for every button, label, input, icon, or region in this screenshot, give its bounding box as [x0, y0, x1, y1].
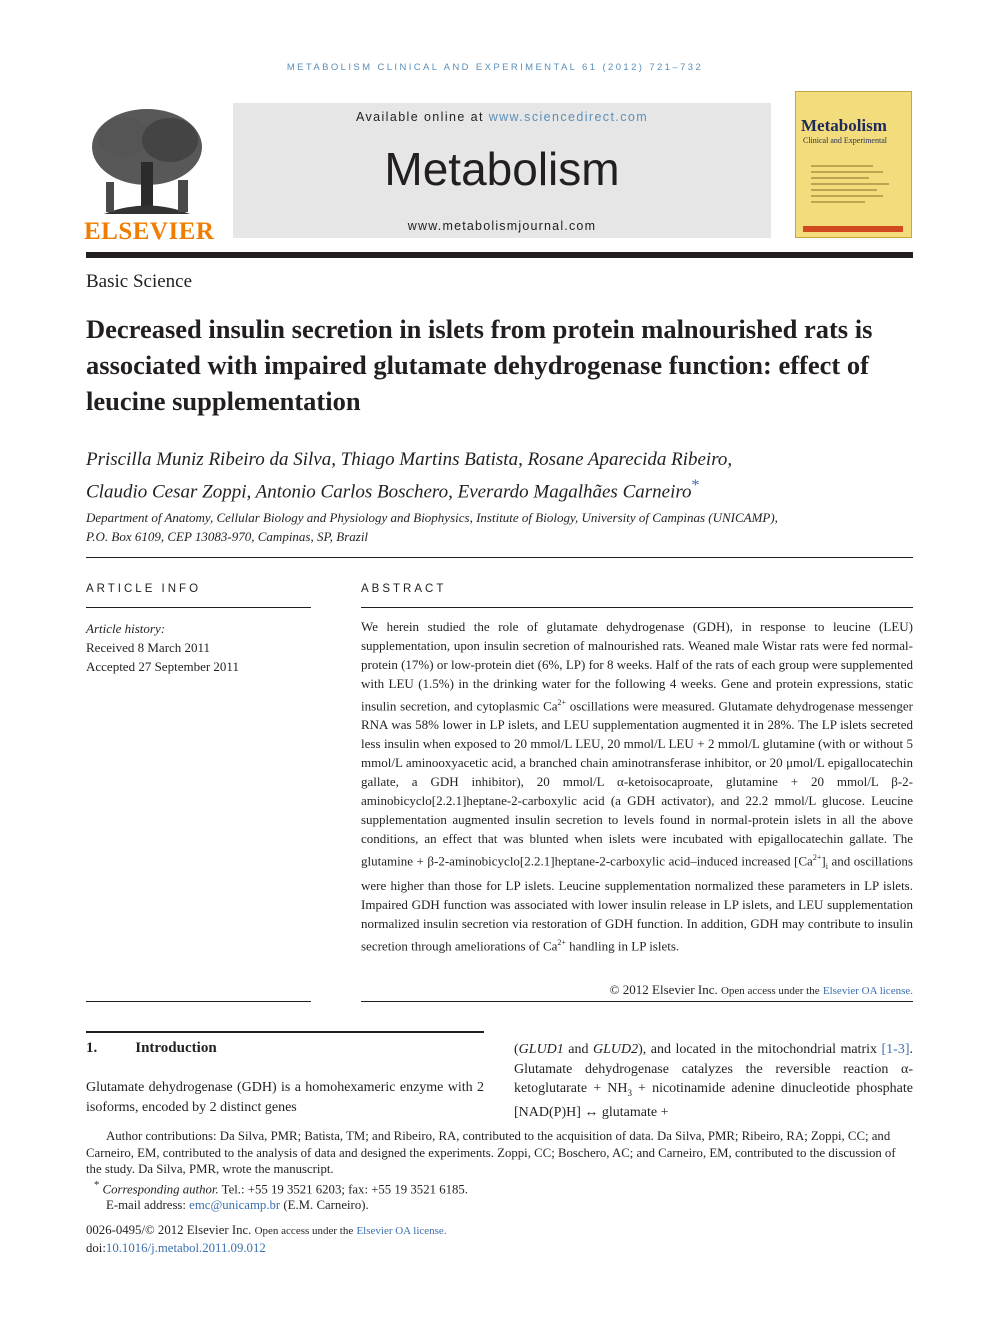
- intro-heading: [86, 1040, 217, 1057]
- divider: [361, 607, 913, 608]
- divider: [361, 1001, 913, 1002]
- sciencedirect-link[interactable]: www.sciencedirect.com: [488, 110, 649, 124]
- citation-link[interactable]: [1-3]: [881, 1042, 910, 1057]
- authors-line-2: Claudio Cesar Zoppi, Antonio Carlos Boschero, Everardo Magalhães Carneiro: [86, 481, 692, 503]
- cover-title: Metabolism: [801, 116, 887, 135]
- available-prefix: Available online at: [355, 110, 484, 124]
- divider: [86, 557, 913, 558]
- header-rule: [86, 252, 913, 258]
- received-date: Received 8 March 2011: [86, 640, 211, 655]
- email-link[interactable]: emc@unicamp.br: [189, 1198, 281, 1213]
- affiliation-line-1: Department of Anatomy, Cellular Biology and Physiology and Biophysics, Institute of Biology, University of Campinas (UNICAMP),: [86, 510, 778, 525]
- divider: [86, 1001, 311, 1002]
- affiliation: [86, 508, 916, 546]
- author-contributions: Author contributions: Da Silva, PMR; Batista, TM; and Ribeiro, RA, contributed to the acquisition of data. Da Silva, PMR; Ribeiro, RA; Zoppi, CC; and Carneiro, EM, contributed to the analysis of data and designed the experiments. Zoppi, CC; Boschero, AC; and Carneiro, EM, contributed to the discussion of the study. Da Silva, PMR, wrote the manuscript.: [86, 1129, 896, 1176]
- intro-number: 1.: [86, 1040, 98, 1056]
- divider: [86, 607, 311, 608]
- corresponding-label: Corresponding author.: [102, 1181, 219, 1196]
- authors-line-1: Priscilla Muniz Ribeiro da Silva, Thiago Martins Batista, Rosane Aparecida Ribeiro,: [86, 449, 733, 470]
- running-header: METABOLISM CLINICAL AND EXPERIMENTAL 61 (2012) 721–732: [286, 62, 704, 73]
- footnotes: Author contributions: Da Silva, PMR; Batista, TM; and Ribeiro, RA, contributed to the acquisition of data. Da Silva, PMR; Ribeiro, RA; Zoppi, CC; and Carneiro, EM, contributed to the analysis of data and designed the experiments. Zoppi, CC; Boschero, AC; and Carneiro, EM, contributed to the discussion of the study. Da Silva, PMR, wrote the manuscript. * Corresponding author. Tel.: +55 19 3521 6203; fax: +55 19 3521 6185. E-mail address: emc@unicamp.br (E.M. Carneiro).: [86, 1128, 913, 1214]
- abstract-heading: ABSTRACT: [361, 583, 447, 595]
- available-online-line: [233, 110, 771, 124]
- intro-column-2: (GLUD1 and GLUD2), and located in the mitochondrial matrix [1-3]. Glutamate dehydrogenase catalyzes the reversible reaction α-ketoglutarate + $NH_3$ + nicotinamide adenine dinucleotide phosphate [NAD(P)H] ↔ glutamate +: [514, 1042, 914, 1121]
- article-info-heading: ARTICLE INFO: [86, 583, 202, 595]
- section-label: Basic Science: [86, 271, 193, 292]
- bottom-metadata: 0026-0495/© 2012 Elsevier Inc. Open access under the Elsevier OA license. doi:10.1016/j.metabol.2011.09.012: [86, 1223, 447, 1255]
- bottom-oa-license-link[interactable]: Elsevier OA license.: [356, 1225, 447, 1237]
- cover-decoration: [803, 160, 903, 232]
- abstract-text: We herein studied the role of glutamate dehydrogenase (GDH), in response to leucine (LEU) supplementation, upon insulin secretion of malnourished rats. Weaned male Wistar rats were fed normal-protein (17%) or low-protein diet (6%, LP) for 8 weeks. Half of the rats of each group were supplemented with LEU (1.5%) in the drinking water for the following 4 weeks. Gene and protein expressions, static insulin secretion, and cytoplasmic $Ca^{2+}$ oscillations were measured. Glutamate dehydrogenase messenger RNA was 58% lower in LP islets, and LEU supplementation augmented it in 28%. The LP islets secreted less insulin when exposed to 20 mmol/L LEU, 20 mmol/L LEU + 2 mmol/L glutamine (with or without 5 mmol/L aminooxyacetic acid, a branched chain aminotransferase inhibitor, or 20 μmol/L epigallocatechin gallate, a GDH inhibitor), 20 mmol/L α-ketoisocaproate, glutamine + 20 mmol/L β-2-aminobicyclo[2.2.1]heptane-2-carboxylic acid (a GDH activator), and 22.2 mmol/L glucose. Leucine supplementation augmented insulin secretion to levels found in normal-protein islets in all the above conditions, an effect that was blunted when islets were incubated with epigallocatechin gallate. The glutamine + β-2-aminobicyclo[2.2.1]heptane-2-carboxylic acid–induced increased $[Ca^{2+}]_i$ and oscillations were higher than those for LP islets. Leucine supplementation normalized these parameters in LP islets. Impaired GDH function was associated with lower insulin release in LP islets, and LEU supplementation normalized insulin secretion via restoration of GDH function. In addition, GDH may contribute to insulin secretion through ameliorations of $Ca^{2+}$ handling in LP islets.: [361, 619, 913, 954]
- history-label: Article history:: [86, 621, 166, 636]
- elsevier-wordmark: ELSEVIER: [84, 218, 215, 245]
- abstract-copyright: [361, 982, 913, 998]
- issn: 0026-0495/© 2012 Elsevier Inc.: [86, 1223, 252, 1237]
- intro-rule: [86, 1031, 484, 1033]
- affiliation-line-2: P.O. Box 6109, CEP 13083-970, Campinas, SP, Brazil: [86, 529, 369, 544]
- copyright-text: © 2012 Elsevier Inc.: [609, 982, 718, 997]
- doi-link[interactable]: 10.1016/j.metabol.2011.09.012: [105, 1241, 266, 1255]
- article-history: [86, 619, 311, 676]
- intro-column-1: Glutamate dehydrogenase (GDH) is a homohexameric enzyme with 2 isoforms, encoded by 2 distinct genes: [86, 1080, 484, 1115]
- corresponding-author-mark[interactable]: *: [691, 477, 700, 494]
- author-list: [86, 447, 916, 505]
- journal-url[interactable]: www.metabolismjournal.com: [407, 219, 597, 233]
- cover-subtitle: Clinical and Experimental: [803, 136, 887, 145]
- oa-license-link[interactable]: Elsevier OA license.: [822, 985, 913, 997]
- article-title: Decreased insulin secretion in islets from protein malnourished rats is associated with impaired glutamate dehydrogenase function: effect of leucine supplementation: [86, 314, 873, 416]
- intro-title: Introduction: [135, 1040, 217, 1056]
- journal-title: Metabolism: [384, 143, 620, 195]
- open-access-text: Open access under the: [720, 985, 820, 997]
- accepted-date: Accepted 27 September 2011: [86, 659, 239, 674]
